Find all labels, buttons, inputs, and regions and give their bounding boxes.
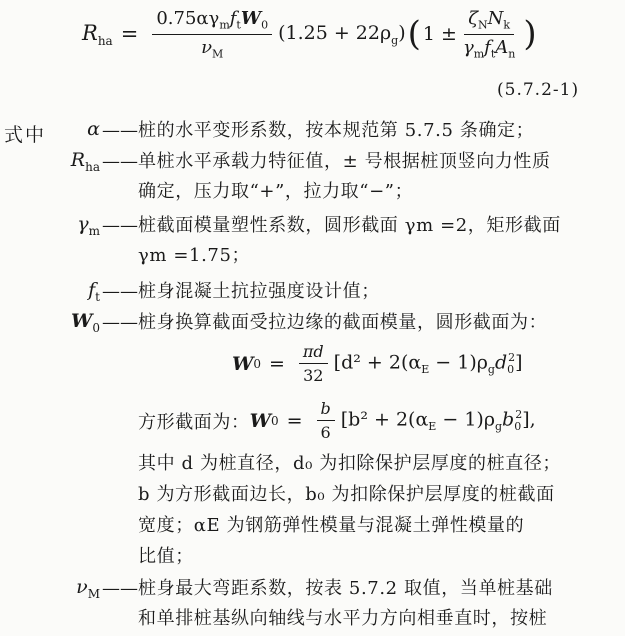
symbol-sub: m: [88, 223, 100, 238]
def-line: 和单排桩基纵向轴线与水平力方向相垂直时，按桩: [138, 608, 548, 629]
inner-den-sub3: n: [508, 47, 516, 61]
def-text-num: [138, 574, 553, 634]
def-line: 桩身最大弯距系数，按表 5.7.2 取值，当单桩基础: [138, 578, 553, 599]
formula-inner-fraction: [463, 8, 515, 60]
symbol-text: W: [71, 310, 93, 332]
den-part: ν: [201, 36, 213, 58]
main-formula: [82, 8, 539, 60]
symbol-sub: t: [95, 289, 100, 304]
w0-round-fraction: [299, 342, 328, 385]
formula-lhs-sub: ha: [97, 33, 113, 48]
w0-note-line: 比值；: [138, 546, 194, 567]
num-part3: W: [240, 8, 262, 29]
rest-sup3: 2: [515, 407, 523, 421]
formula-middle: [278, 22, 406, 47]
symbol-text: R: [70, 149, 86, 171]
def-dash: ——: [102, 215, 138, 236]
def-symbol-rha: [50, 149, 100, 174]
middle-text: (1.25 + 22ρ: [278, 21, 392, 44]
symbol-sub: ha: [85, 159, 100, 174]
def-line: 桩身混凝土抗拉强度设计值；: [138, 281, 380, 302]
open-paren: (: [407, 14, 421, 55]
def-line: 确定，压力取“+”，拉力取“−”；: [138, 181, 414, 202]
w0-round-num: πd: [299, 342, 328, 364]
rest-sub3: 0: [514, 420, 522, 434]
symbol-sub: 0: [92, 320, 100, 335]
w0-square-formula: [138, 399, 536, 442]
def-line: γm =1.75；: [138, 245, 251, 266]
inner-denominator: [463, 35, 515, 61]
fraction-numerator: [152, 8, 272, 35]
formula-equals: =: [120, 22, 139, 47]
def-line: 桩的水平变形系数，按本规范第 5.7.5 条确定；: [138, 120, 535, 141]
symbol-text: γ: [77, 213, 89, 235]
rest-text: [b² + 2(α: [340, 408, 429, 431]
w0-round-den: 32: [303, 366, 324, 385]
w0-lhs: W: [232, 352, 254, 375]
symbol-sub: M: [87, 586, 100, 601]
middle-end: ): [398, 21, 406, 44]
def-line: 桩身换算截面受拉边缘的截面模量，圆形截面为：: [138, 312, 548, 333]
inner-den-part2: f: [484, 36, 491, 58]
w0-note-line: 其中 d 为桩直径，d₀ 为扣除保护层厚度的桩直径；: [138, 453, 562, 474]
inner-den-part3: A: [495, 36, 509, 58]
rest-end: b: [502, 408, 515, 431]
inner-den-part1: γ: [462, 36, 474, 58]
formula-main-fraction: [152, 8, 272, 60]
symbol-text: ν: [76, 576, 88, 598]
w0-round-formula: [232, 342, 523, 385]
num-part1: 0.75αγ: [156, 8, 220, 29]
w0-note-line: 宽度；αE 为钢筋弹性模量与混凝土弹性模量的: [138, 515, 525, 536]
def-text-alpha: [138, 116, 534, 146]
rest-end: d: [494, 351, 508, 374]
def-line: 桩截面模量塑性系数，圆形截面 γm =2，矩形截面: [138, 215, 561, 236]
rest-sub: E: [421, 363, 430, 377]
middle-sub: g: [391, 33, 399, 47]
def-text-gamma-m: [138, 211, 561, 271]
rest-sup3: 2: [508, 350, 516, 364]
rest-close: ]: [515, 351, 523, 374]
num-part2: f: [229, 8, 237, 29]
num-sub1: m: [219, 18, 230, 32]
w0-note-line: b 为方形截面边长，b₀ 为扣除保护层厚度的桩截面: [138, 484, 555, 505]
inner-num-part1: ζ: [468, 8, 478, 29]
rest-sub3: 0: [507, 363, 515, 377]
w0-lhs-sub: 0: [253, 356, 261, 371]
rest-text: [d² + 2(α: [333, 351, 422, 374]
w0-sq-lhs: W: [249, 409, 271, 432]
rest-close: ],: [522, 408, 536, 431]
equation-number: (5.7.2-1): [497, 80, 580, 100]
w0-eq: =: [268, 352, 285, 375]
symbol-text: α: [87, 118, 100, 140]
def-dash: ——: [102, 151, 138, 172]
close-paren: ): [523, 14, 537, 55]
w0-sq-den: 6: [320, 423, 331, 442]
inner-den-sub1: m: [473, 47, 485, 61]
def-symbol-ft: [50, 279, 100, 304]
def-line: 单桩水平承载力特征值，± 号根据桩顶竖向力性质: [138, 151, 551, 172]
w0-sq-num: b: [317, 399, 335, 421]
w0-sq-lhs-sub: 0: [270, 413, 279, 428]
def-symbol-gamma-m: [50, 213, 100, 238]
def-text-rha: [138, 147, 551, 207]
num-sub2: t: [236, 18, 241, 32]
def-dash: ——: [102, 120, 138, 141]
den-sub: M: [212, 47, 224, 61]
symbol-text: f: [88, 279, 96, 301]
formula-lhs: R: [82, 20, 98, 45]
def-dash: ——: [102, 281, 138, 302]
w0-round-rest: [334, 351, 523, 376]
def-symbol-w0: [50, 310, 100, 335]
inner-num-part2: N: [487, 8, 504, 29]
def-symbol-alpha: [62, 118, 100, 140]
rest-sub2: g: [495, 420, 503, 434]
def-dash: ——: [102, 312, 138, 333]
num-sub3: 0: [261, 18, 269, 32]
def-text-ft: [138, 277, 380, 307]
w0-square-prefix: 方形截面为：: [138, 411, 250, 433]
rest-sub2: g: [487, 363, 495, 377]
inner-numerator: [464, 8, 514, 35]
fraction-denominator: [201, 35, 223, 61]
inner-num-sub1: N: [477, 18, 488, 32]
def-symbol-num: [50, 576, 100, 601]
inner-num-sub2: k: [503, 18, 511, 32]
rest-sub: E: [428, 420, 437, 434]
w0-sq-eq: =: [286, 409, 303, 432]
one-plus-minus: 1 ±: [422, 23, 457, 46]
rest-mid: − 1)ρ: [436, 408, 495, 431]
rest-mid: − 1)ρ: [429, 351, 488, 374]
w0-notes: [138, 448, 561, 572]
w0-square-fraction: [317, 399, 335, 442]
w0-square-rest: [341, 408, 536, 433]
def-dash: ——: [102, 578, 138, 599]
def-text-w0: [138, 308, 547, 338]
where-label: 式中: [4, 124, 47, 146]
inner-den-sub2: t: [490, 47, 496, 61]
